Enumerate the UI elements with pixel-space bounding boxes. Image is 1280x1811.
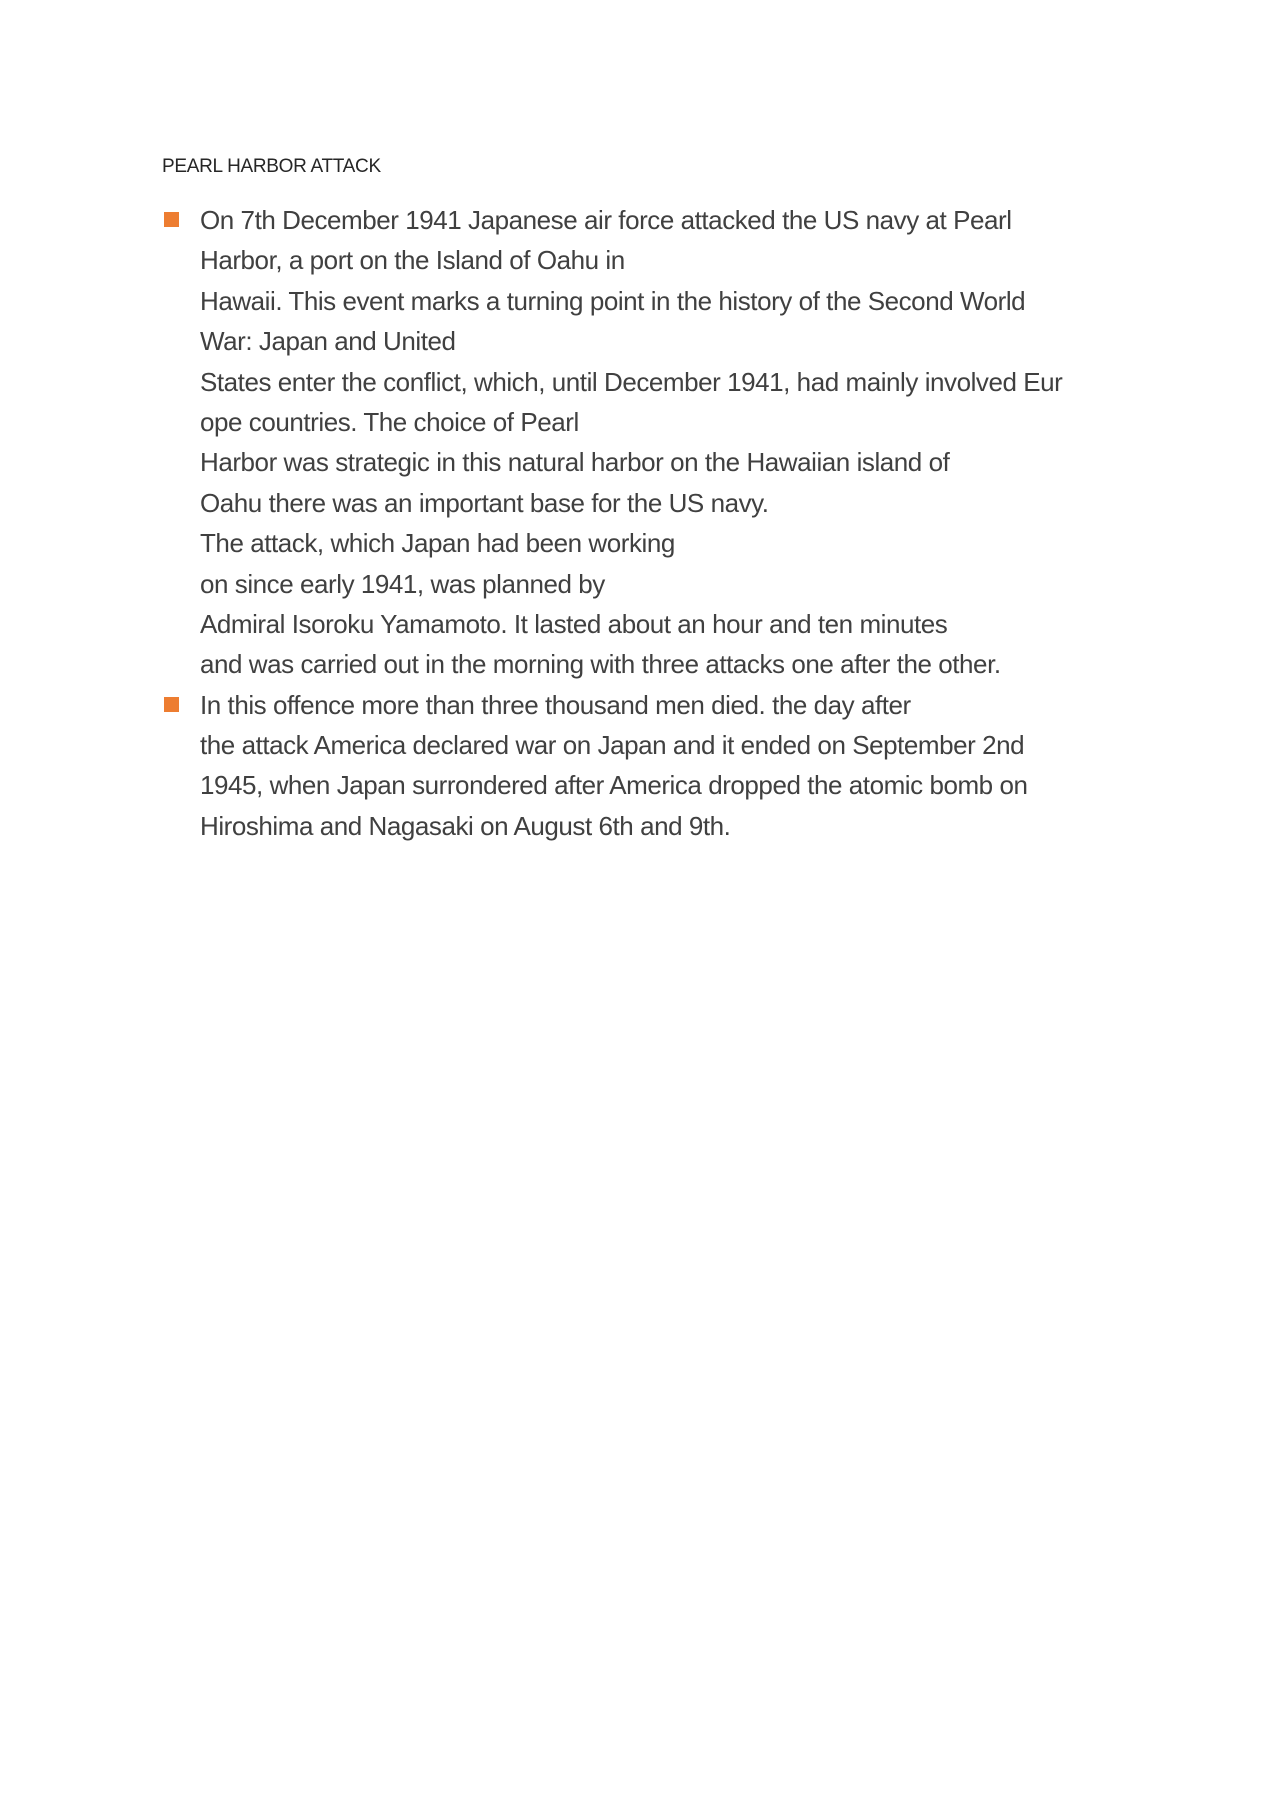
text-line: on since early 1941, was planned by: [200, 568, 605, 599]
text-line: Hawaii. This event marks a turning point in the history of the Second World: [200, 285, 1026, 316]
text-line: Admiral Isoroku Yamamoto. It lasted about an hour and ten minutes: [200, 608, 948, 639]
text-line: Hiroshima and Nagasaki on August 6th and 9th.: [200, 810, 731, 841]
document-title: PEARL HARBOR ATTACK: [162, 156, 381, 177]
text-line: On 7th December 1941 Japanese air force attacked the US navy at Pearl: [200, 205, 1012, 235]
text-line: The attack, which Japan had been working: [200, 528, 675, 559]
text-line: Harbor was strategic in this natural harbor on the Hawaiian island of: [200, 447, 950, 478]
orange-square-bullet-icon: [164, 212, 179, 227]
text-line: War: Japan and United: [200, 326, 456, 357]
text-line: the attack America declared war on Japan and it ended on September 2nd: [200, 730, 1025, 761]
text-line: 1945, when Japan surrondered after America dropped the atomic bomb on: [200, 770, 1028, 801]
orange-square-bullet-icon: [164, 697, 179, 712]
text-line: States enter the conflict, which, until December 1941, had mainly involved Eur: [200, 366, 1063, 397]
bullet-list: [0, 200, 1280, 846]
text-line: Harbor, a port on the Island of Oahu in: [200, 245, 625, 276]
text-line: Oahu there was an important base for the US navy.: [200, 487, 769, 518]
text-line: and was carried out in the morning with three attacks one after the other.: [200, 649, 1001, 680]
text-line: In this offence more than three thousand men died. the day after: [200, 689, 911, 720]
text-line: ope countries. The choice of Pearl: [200, 406, 579, 437]
bullet-item-1: [0, 200, 1280, 685]
bullet-item-2: [0, 685, 1280, 847]
